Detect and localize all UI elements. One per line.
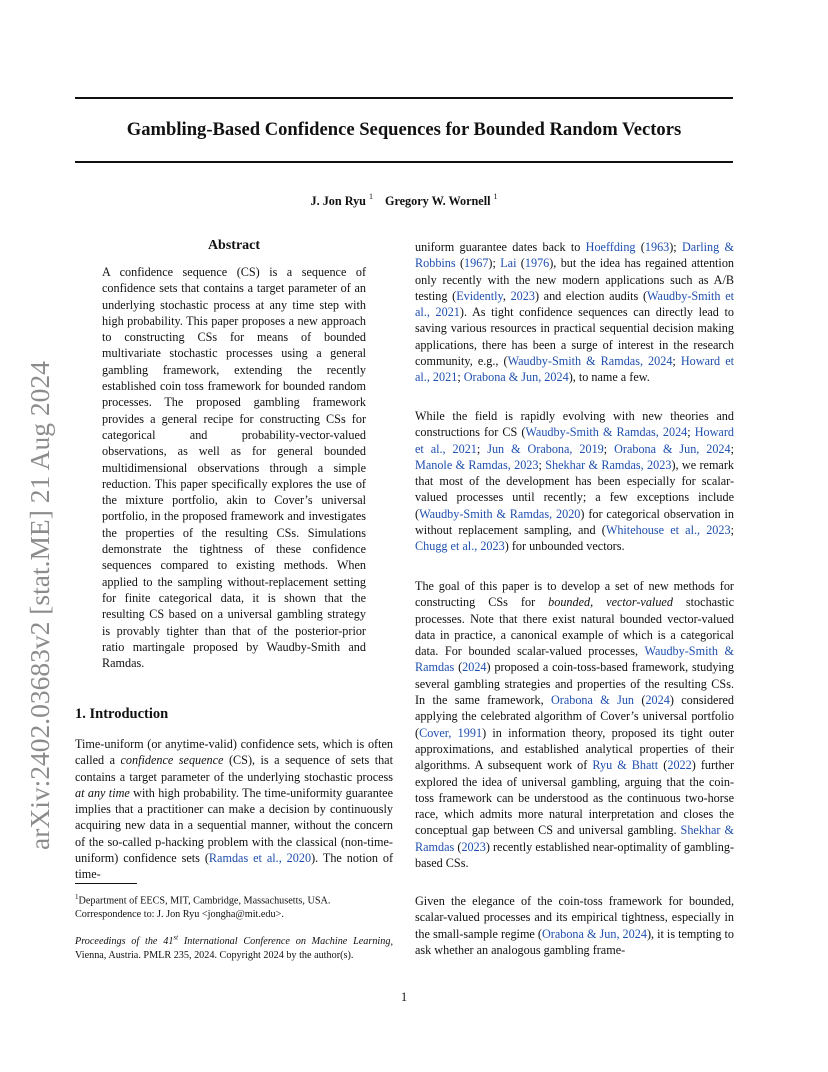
text-run: with high probability. The time-uniformity guarantee implies that a practitioner can make a decision by continuously acquiring new data in a sequential manner, without the concern of the so-called p-hacking problem with the classical (non-time-uniform) confidence sets ( [75,785,393,866]
citation-link[interactable]: Orabona & Jun, 2024 [541,926,647,941]
text-run: (CS), is a sequence of sets that contains a target parameter of the underlying stochastic process [75,753,393,784]
emphasis-text: confidence sequence [120,753,224,768]
citation-link[interactable]: 1967 [464,256,489,271]
text-run: stochastic processes. Note that there exist natural bounded vector-valued data in practice, a canonical example of which is a categorical data. For bounded scalar-valued processes, [415,595,734,659]
text-run: ( [634,693,646,708]
introduction-paragraph [75,736,393,883]
text-run: Given the elegance of the coin-toss framework for bounded, scalar-valued processes and its empirical tightness, especially in the small-sample regime ( [415,894,734,941]
text-run: ) further explored the idea of universal gambling, arguing that the coin-toss framework can be understood as the continuous two-horse race, which admits more natural interpretation and closes the conceptual gap between CS and universal gambling. [415,758,735,838]
proceedings-prefix: Proceedings of the [75,936,164,948]
citation-link[interactable]: 2023 [461,839,486,854]
citation-link[interactable]: Waudby-Smith et al., 2021 [415,288,734,320]
citation-link[interactable]: Whitehouse et al., 2023 [605,523,731,538]
section-heading-introduction: 1. Introduction [75,706,169,722]
text-run: ( [454,660,463,675]
citation-link[interactable]: 2023 [510,288,535,303]
citation-link[interactable]: Waudby-Smith & Ramdas, 2024 [525,425,688,440]
citation-link[interactable]: 2024 [462,660,487,675]
citation-link[interactable]: Orabona & Jun [550,693,635,708]
right-column-paragraph [415,893,734,958]
emphasis-text: at any time [75,785,130,800]
text-run: ) recently established near-optimality of gambling-based CSs. [415,839,735,871]
text-run: , [502,288,511,303]
right-column-paragraph [415,239,734,386]
citation-link[interactable]: Lai [500,256,517,271]
citation-link[interactable]: 2024 [645,693,670,708]
text-run: While the field is rapidly evolving with new theories and constructions for CS ( [415,409,734,440]
citation-link[interactable]: Hoeffding [585,240,636,254]
arxiv-stamp: arXiv:2402.03683v2 [stat.ME] 21 Aug 2024 [24,361,55,850]
citation-link[interactable]: Ryu & Bhatt [592,758,659,773]
text-run: The goal of this paper is to develop a set of new methods for constructing CSs for [415,579,734,610]
text-run: ); [488,256,501,271]
proceedings-ordinal: st [173,934,179,942]
text-run: ), to name a few. [568,370,650,385]
text-run: ), it is tempting to ask whether an analogous gambling frame- [415,926,734,957]
text-run: ; [538,457,546,472]
citation-link[interactable]: Waudby-Smith & Ramdas, 2020 [419,506,581,521]
text-run: ( [455,256,465,271]
abstract-heading: Abstract [207,238,261,253]
text-run: ) in information theory, proposed its tight outer approximations, and established analytical properties of their algorithms. A subsequent work of [415,725,734,773]
text-run: ; [730,441,735,456]
citation-link[interactable]: Cover, 1991 [419,725,483,740]
title-top-rule [75,97,733,99]
affiliation-footnote [75,891,393,921]
citation-link[interactable]: 1963 [644,240,670,254]
text-run: ; [476,441,488,456]
affiliation-mark: 1 [493,192,498,201]
citation-link[interactable]: Jun & Orabona, 2019 [487,441,604,456]
text-run: ) for unbounded vectors. [504,539,625,554]
text-run: ), we remark that most of the development has been especially for scalar-valued processes until recently; a few exceptions include ( [415,457,734,521]
text-run: uniform guarantee dates back to [415,240,586,254]
text-run: ; [603,441,615,456]
citation-link[interactable]: Shekhar & Ramdas [415,823,735,854]
text-run: ; [730,523,734,538]
citation-link[interactable]: Orabona & Jun, 2024 [614,441,731,456]
text-run: ). As tight confidence sequences can directly lead to saving various resources in practical sequential decision making applications, there has been a surge of interest in the research community, e.g., ( [415,305,734,369]
text-run: ) proposed a coin-toss-based framework, studying several gambling strategies and properties of the resulting CSs. In the same framework, [415,660,734,708]
citation-link[interactable]: Chugg et al., 2023 [415,539,505,554]
text-run: ( [516,256,525,271]
text-run: ( [454,839,462,854]
citation-link[interactable]: Howard et al., 2021 [415,354,734,385]
citation-link[interactable]: Ramdas et al., 2020 [208,851,312,866]
text-run: ( [635,240,645,254]
emphasis-text: bounded, vector-valued [548,595,673,610]
paper-title: Gambling-Based Confidence Sequences for Bounded Random Vectors [126,119,682,140]
citation-link[interactable]: Waudby-Smith & Ramdas [415,644,734,675]
text-run: ), but the idea has regained attention only recently with the new modern applications such as A/B testing ( [415,256,735,303]
page-number: 1 [400,990,408,1004]
right-column-paragraph [415,578,734,871]
proceedings-note [75,932,393,962]
proceedings-venue [75,936,390,947]
abstract-body: A confidence sequence (CS) is a sequence of confidence sets that contains a target parameter of an underlying stochastic process at any time step with high probability. This paper proposes a new approach to constructing CSs for means of bounded multivariate stochastic processes using a general gambling framework, extending the recently established coin toss framework for bounded random processes. The proposed gambling framework provides a general recipe for constructing CSs for categorical and probability-vector-valued observations, as well as for general bounded multidimensional observations through a simple reduction. This paper specifically explores the use of the mixture portfolio, akin to Cover’s universal portfolio, in the proposed framework and investigates the properties of the resulting CSs. Simulations demonstrate the tightness of these confidence sequences compared to existing methods. When applied to the sampling without-replacement setting for finite categorical data, it is shown that the resulting CS based on a universal gambling strategy is provably tighter than that of the posterior-prior ratio martingale proposed by Waudby-Smith and Ramdas. [102,265,366,671]
affiliation-mark: 1 [368,192,373,201]
text-run: ; [687,425,695,440]
citation-link[interactable]: Howard et al., 2021 [415,425,734,456]
text-run: ). The notion of time- [75,851,393,882]
citation-link[interactable]: 1976 [524,256,550,271]
citation-link[interactable]: 2022 [667,758,692,773]
text-run: ( [658,758,668,773]
proceedings-number: 41 [163,936,174,948]
author-name: Gregory W. Wornell [384,194,491,208]
proceedings-conference: International Conference on Machine Learning [178,936,391,948]
text-run: ; [672,354,681,369]
footnote-text: Department of EECS, MIT, Cambridge, Massachusetts, USA. Correspondence to: J. Jon Ryu <jongha@mit.edu>. [75,895,331,920]
text-run: Time-uniform (or anytime-valid) confidence sets, which is often called a [75,737,393,768]
text-run: ; [457,370,464,385]
citation-link[interactable]: Orabona & Jun, 2024 [463,370,569,385]
title-bottom-rule [75,161,733,163]
author-line [75,192,733,209]
text-run: ) considered applying the celebrated algorithm of Cover’s universal portfolio ( [415,693,735,740]
text-run: ) for categorical observation in without replacement sampling, and ( [415,506,734,538]
footnote-rule [75,883,137,884]
citation-link[interactable]: Shekhar & Ramdas, 2023 [545,457,672,472]
author-name: J. Jon Ryu [310,194,366,208]
proceedings-details: , Vienna, Austria. PMLR 235, 2024. Copyright 2024 by the author(s). [75,936,393,961]
right-column-paragraph [415,408,734,555]
citation-link[interactable]: Manole & Ramdas, 2023 [415,457,539,472]
text-run: ) and election audits ( [534,288,648,303]
text-run: ); [669,240,682,254]
citation-link[interactable]: Waudby-Smith & Ramdas, 2024 [507,354,673,369]
citation-link[interactable]: Darling & Robbins [415,240,735,271]
citation-link[interactable]: Evidently [456,288,503,303]
footnote-mark: 1 [75,893,79,901]
